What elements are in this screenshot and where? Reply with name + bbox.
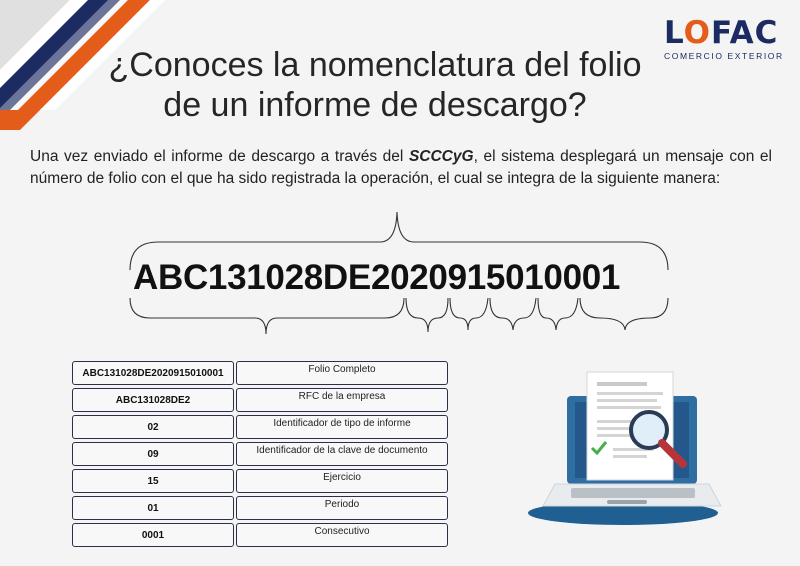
legend-code: 02 (72, 415, 234, 439)
logo-wordmark: LOFAC (664, 15, 779, 51)
intro-paragraph: Una vez enviado el informe de descargo a través del SCCCyG, el sistema desplegará un mensaje con el número de folio con el que ha sido registrada la operación, el cual se integra de la siguiente manera: (30, 148, 772, 187)
scccyg-brand: SCCCyG (408, 148, 474, 165)
folio-number: ABC131028DE2020915010001 (133, 258, 621, 297)
rfc-brace (130, 298, 404, 334)
ejercicio-brace (490, 298, 536, 330)
folio-legend-table (70, 358, 450, 550)
legend-description: Identificador de la clave de documento (236, 442, 448, 466)
legend-description: Consecutivo (236, 523, 448, 547)
legend-code: 09 (72, 442, 234, 466)
legend-row (72, 361, 448, 385)
legend-code: 0001 (72, 523, 234, 547)
legend-code: ABC131028DE2 (72, 388, 234, 412)
legend-row (72, 388, 448, 412)
legend-row (72, 469, 448, 493)
consecutivo-brace (580, 298, 668, 330)
laptop-document-magnifier-icon (525, 368, 725, 528)
periodo-brace (538, 298, 578, 330)
legend-description: Periodo (236, 496, 448, 520)
legend-description: Folio Completo (236, 361, 448, 385)
legend-row (72, 523, 448, 547)
legend-code: 15 (72, 469, 234, 493)
legend-row (72, 415, 448, 439)
page-title: ¿Conoces la nomenclatura del folio de un informe de descargo? (108, 45, 642, 124)
legend-code: ABC131028DE2020915010001 (72, 361, 234, 385)
clave-documento-brace (450, 298, 488, 330)
legend-row (72, 496, 448, 520)
legend-description: Ejercicio (236, 469, 448, 493)
lofac-logo (664, 16, 786, 61)
tipo-informe-brace (406, 298, 448, 332)
logo-subtitle: COMERCIO EXTERIOR (664, 51, 784, 61)
legend-code: 01 (72, 496, 234, 520)
legend-row (72, 442, 448, 466)
legend-description: Identificador de tipo de informe (236, 415, 448, 439)
legend-description: RFC de la empresa (236, 388, 448, 412)
